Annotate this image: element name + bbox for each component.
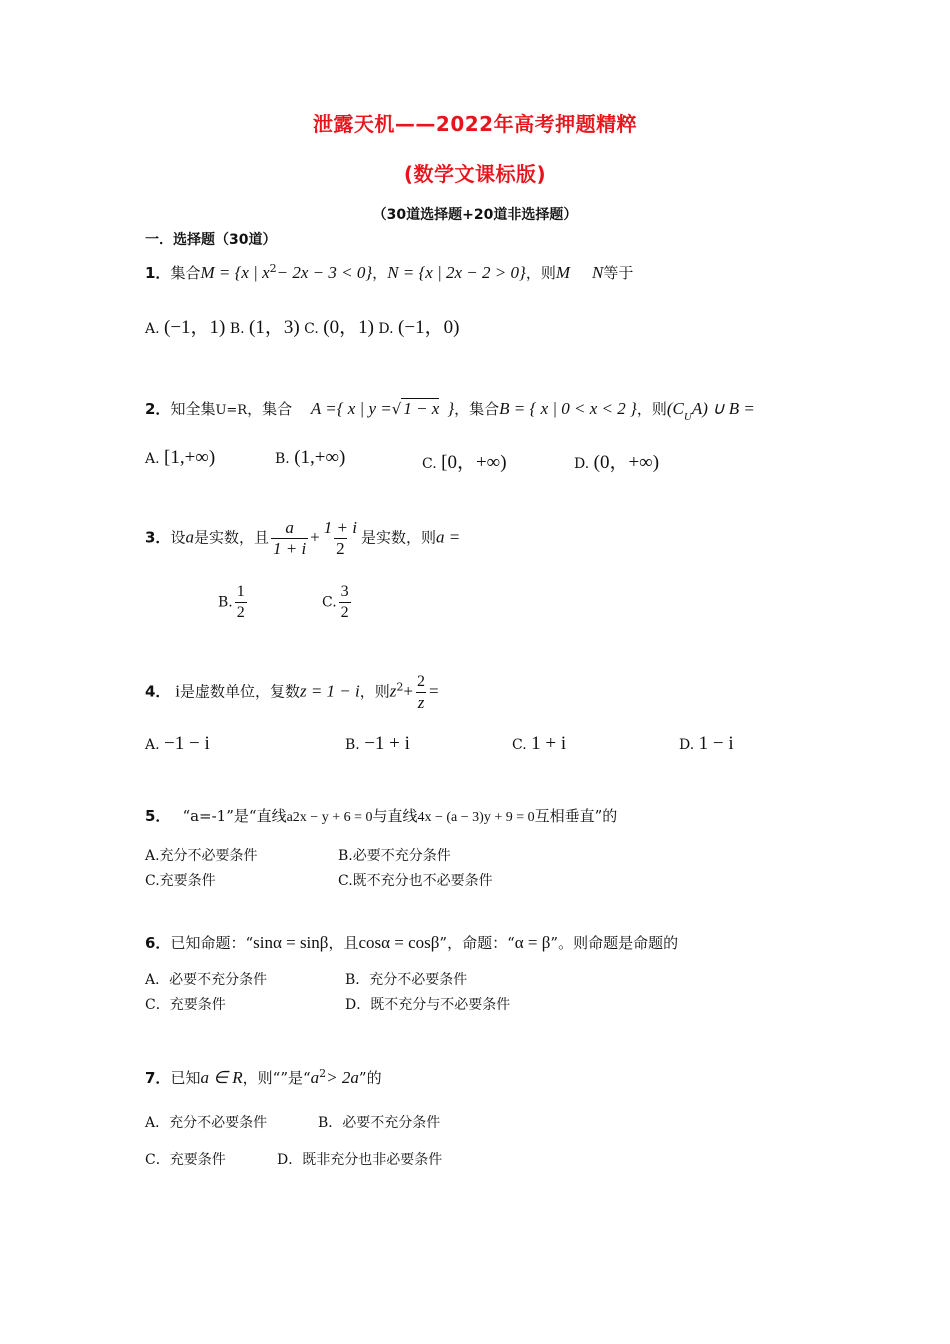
option-4d: D. 1 − i (679, 733, 734, 754)
fraction: $\frac{a}{1 + i}$ (272, 518, 307, 558)
option-7a: A．充分不必要条件 (145, 1115, 268, 1131)
option-4a: A. −1 − i (145, 733, 210, 754)
option-6b: B．充分不必要条件 (345, 972, 468, 988)
question-number: 1． (145, 264, 171, 282)
question-count-note: （30道选择题+20道非选择题） (372, 207, 578, 223)
question-4: 4． i是虚数单位，复数z = 1 − i，则$z^2+$ $\frac{2}{z}$ = (145, 673, 439, 712)
math-set-n: N = {x | 2x − 2 > 0} (387, 263, 526, 282)
section-heading: 一．选择题（30道） (145, 232, 277, 248)
option-5c: C.充要条件 (145, 873, 216, 889)
option-3c: C. $\frac{3}{2}$ (322, 583, 349, 621)
option-6c: C．充要条件 (145, 997, 226, 1013)
option-4c: C. 1 + i (512, 733, 567, 754)
option-label: C. (304, 321, 319, 337)
fraction: $\frac{2}{z}$ (417, 673, 425, 712)
question-number: 2． (145, 400, 171, 418)
option-label: A. (145, 321, 160, 337)
fraction: $\frac{1 + i}{2}$ (323, 518, 357, 558)
page-subtitle: (数学文课标版) (403, 162, 547, 186)
question-number: 4． (145, 682, 171, 701)
option-2b: B. (1,+∞) (275, 447, 346, 468)
option-2a: A. [1,+∞) (145, 447, 216, 468)
option-2c: C. [0，+∞) (422, 452, 507, 473)
math-set-m: M = {x | x (200, 263, 270, 282)
option-label: D. (378, 321, 394, 337)
sqrt-expression: 1 − x (403, 399, 440, 418)
fraction: $\frac{3}{2}$ (340, 583, 349, 621)
question-number: 3． (145, 528, 171, 547)
option-7d: D．既非充分也非必要条件 (277, 1152, 443, 1168)
option-2d: D. (0，+∞) (574, 452, 660, 473)
question-1: 1．集合M = {x | $x^2- 2x - 3 < 0$}，N = {x | 2x − 2 > 0}，则M N等于 (145, 262, 634, 282)
question-number: 5． (145, 807, 171, 825)
option-5a: A.充分不必要条件 (145, 848, 258, 864)
question-6: 6．已知命题：“sinα = sinβ，且cosα = cosβ”，命题：“α = β”。则命题是命题的 (145, 933, 679, 952)
option-7c: C．充要条件 (145, 1152, 226, 1168)
option-6a: A．必要不充分条件 (145, 972, 268, 988)
option-3b: B. $\frac{1}{2}$ (218, 583, 245, 621)
question-5: 5． “a=-1”是“直线a2x − y + 6 = 0与直线4x − (a − 3)y + 9 = 0互相垂直”的 (145, 807, 618, 825)
question-3: 3．设a是实数，且 $\frac{a}{1 + i}$ + $\frac{1 + i}{2}$ 是实数，则a = (145, 518, 461, 558)
fraction: $\frac{1}{2}$ (236, 583, 245, 621)
option-5d: C.既不充分也不必要条件 (338, 873, 493, 889)
page-title: 泄露天机——2022年高考押题精粹 (312, 112, 638, 136)
option-label: B. (229, 321, 245, 337)
option-6d: D．既不充分与不必要条件 (345, 997, 511, 1013)
question-2: 2．知全集U=R，集合 A ={ x | y =√ 1 − x }，集合B = { x | 0 < x < 2 }，则$(C_UA)$ ∪ B = (145, 399, 755, 423)
question-number: 6． (145, 934, 171, 952)
options-1: A. (−1，1) B. (1，3) C. (0，1) D. (−1，0) (145, 317, 460, 338)
question-7: 7．已知a ∈ R，则“”是“$a^2> 2a$”的 (145, 1067, 382, 1087)
option-4b: B. −1 + i (345, 733, 410, 754)
option-5b: B.必要不充分条件 (338, 848, 451, 864)
question-number: 7． (145, 1069, 171, 1087)
option-7b: B．必要不充分条件 (318, 1115, 441, 1131)
